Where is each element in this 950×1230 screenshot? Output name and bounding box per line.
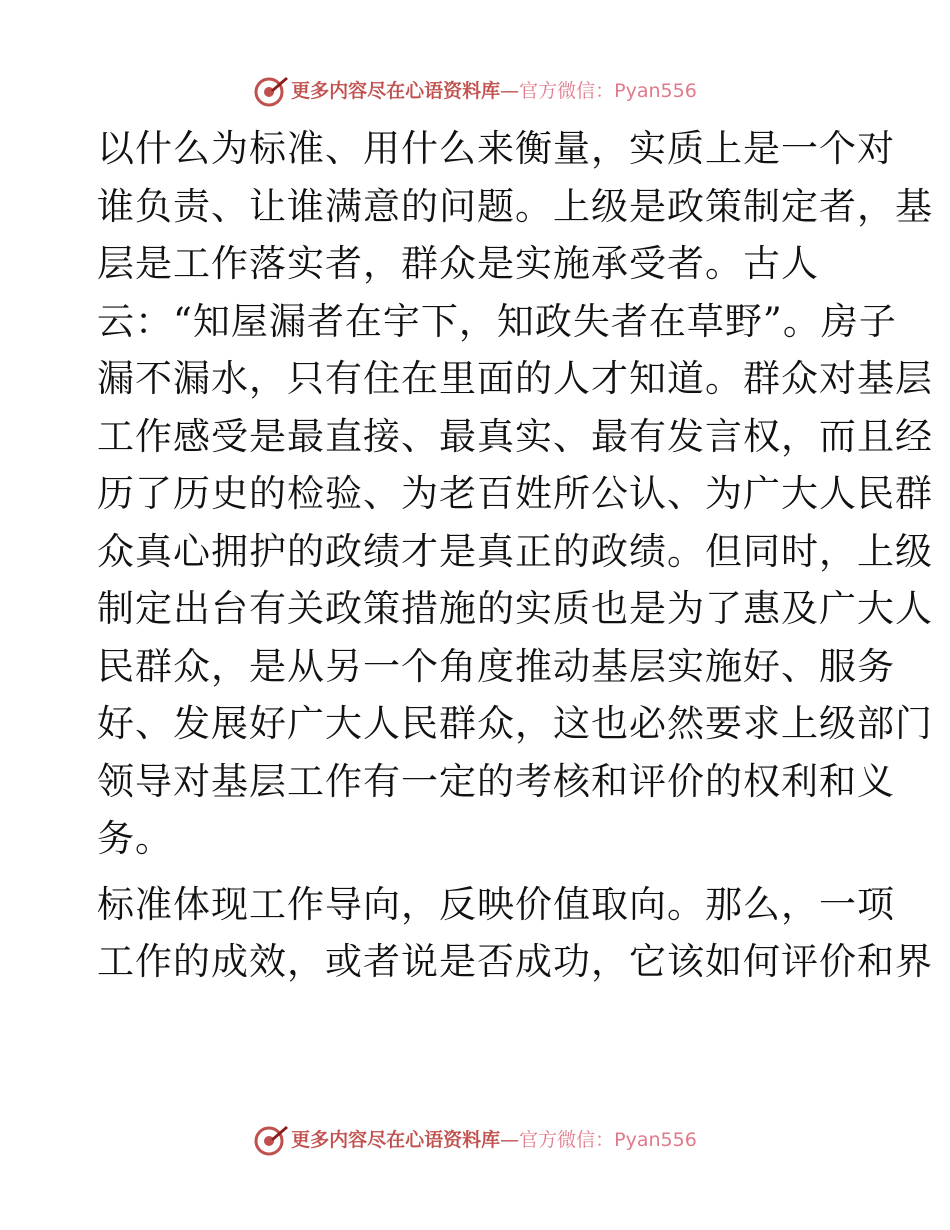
header-watermark <box>0 71 950 111</box>
paragraph-1 <box>97 120 933 868</box>
text-line: 制定出台有关政策措施的实质也是为了惠及广大人 <box>97 587 933 630</box>
text-line: 好、发展好广大人民群众，这也必然要求上级部门 <box>97 702 933 745</box>
watermark-site-name: 更多内容尽在心语资料库 <box>291 1129 501 1151</box>
watermark-wechat: 官方微信：Pyan556 <box>519 80 697 102</box>
watermark-site-name: 更多内容尽在心语资料库 <box>291 80 501 102</box>
text-line: 工作的成效，或者说是否成功，它该如何评价和界 <box>97 940 933 983</box>
text-line: 以什么为标准、用什么来衡量，实质上是一个对 <box>97 127 895 170</box>
text-line: 民群众，是从另一个角度推动基层实施好、服务 <box>97 644 895 688</box>
watermark-wechat: 官方微信：Pyan556 <box>519 1129 697 1151</box>
text-line: 领导对基层工作有一定的考核和评价的权利和义 <box>97 759 895 803</box>
document-body <box>97 120 933 999</box>
text-line: 众真心拥护的政绩才是真正的政绩。但同时，上级 <box>97 529 933 573</box>
paragraph-2 <box>97 876 933 991</box>
footer-watermark <box>0 1120 950 1160</box>
text-line: 云：“知屋漏者在宇下，知政失者在草野”。房子 <box>97 299 897 343</box>
text-line: 漏不漏水，只有住在里面的人才知道。群众对基层 <box>97 357 933 400</box>
watermark-dash: — <box>500 80 520 102</box>
watermark-dash: — <box>500 1129 520 1151</box>
pen-logo-icon <box>253 74 289 108</box>
text-line: 务。 <box>97 817 173 860</box>
text-line: 层是工作落实者，群众是实施承受者。古人 <box>97 242 819 285</box>
pen-logo-icon <box>253 1123 289 1157</box>
text-line: 标准体现工作导向，反映价值取向。那么，一项 <box>97 882 895 926</box>
text-line: 谁负责、让谁满意的问题。上级是政策制定者，基 <box>97 184 933 228</box>
text-line: 历了历史的检验、为老百姓所公认、为广大人民群 <box>97 472 933 515</box>
text-line: 工作感受是最直接、最真实、最有发言权，而且经 <box>97 414 933 458</box>
